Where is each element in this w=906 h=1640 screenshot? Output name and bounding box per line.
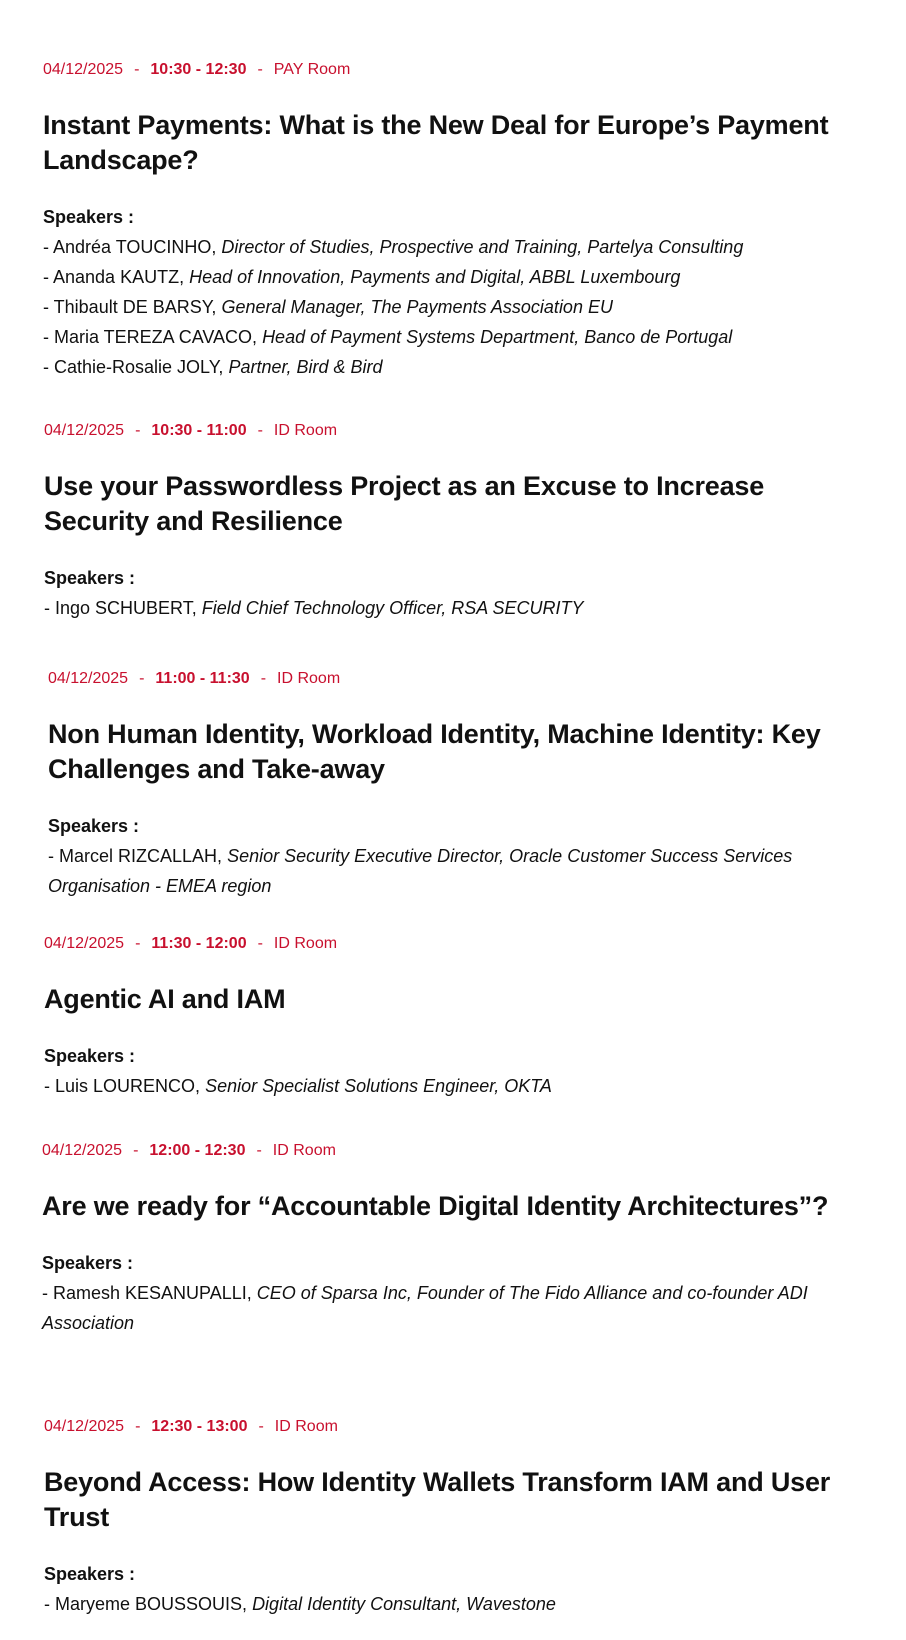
session-meta: 04/12/2025 - 11:00 - 11:30 - ID Room bbox=[48, 670, 341, 687]
speaker-item bbox=[44, 593, 864, 623]
session-room: ID Room bbox=[273, 935, 338, 952]
speakers-label: Speakers : bbox=[48, 816, 140, 836]
speakers-label: Speakers : bbox=[44, 568, 136, 588]
speaker-item bbox=[44, 1071, 864, 1101]
session-title: Are we ready for “Accountable Digital Identity Architectures”? bbox=[42, 1191, 829, 1221]
speakers-label: Speakers : bbox=[43, 207, 135, 227]
speakers-label: Speakers : bbox=[44, 1046, 136, 1066]
session-card bbox=[42, 1140, 862, 1338]
speaker-role: Field Chief Technology Officer, RSA SECURITY bbox=[201, 598, 584, 618]
speaker-role: Senior Security Executive Director, Oracle Customer Success Services Organisation - EMEA region bbox=[48, 846, 793, 896]
speaker-name: - Andréa TOUCINHO, bbox=[43, 237, 217, 257]
speaker-role: Director of Studies, Prospective and Training, Partelya Consulting bbox=[221, 237, 744, 257]
session-card bbox=[43, 59, 863, 382]
session-time: 10:30 - 12:30 bbox=[150, 61, 247, 78]
speaker-item bbox=[42, 1278, 862, 1338]
session-card bbox=[48, 668, 868, 901]
session-meta: 04/12/2025 - 12:30 - 13:00 - ID Room bbox=[44, 1418, 338, 1435]
speaker-item bbox=[43, 262, 863, 292]
speaker-name: - Maria TEREZA CAVACO, bbox=[43, 327, 258, 347]
session-meta: 04/12/2025 - 11:30 - 12:00 - ID Room bbox=[44, 935, 338, 952]
session-date: 04/12/2025 bbox=[42, 1142, 123, 1159]
session-title: Instant Payments: What is the New Deal for Europe’s Payment Landscape? bbox=[43, 110, 829, 175]
speaker-item bbox=[43, 292, 863, 322]
speaker-name: - Ananda KAUTZ, bbox=[43, 267, 185, 287]
session-date: 04/12/2025 bbox=[43, 61, 124, 78]
speaker-item bbox=[43, 232, 863, 262]
speaker-name: - Cathie-Rosalie JOLY, bbox=[43, 357, 224, 377]
speaker-role: Senior Specialist Solutions Engineer, OKTA bbox=[205, 1076, 552, 1096]
session-room: ID Room bbox=[273, 422, 338, 439]
speaker-item bbox=[48, 841, 868, 901]
speakers-label: Speakers : bbox=[44, 1564, 136, 1584]
speaker-item bbox=[43, 322, 863, 352]
session-room: ID Room bbox=[272, 1142, 336, 1159]
session-date: 04/12/2025 bbox=[48, 670, 129, 687]
session-date: 04/12/2025 bbox=[44, 422, 125, 439]
session-date: 04/12/2025 bbox=[44, 1418, 125, 1435]
speaker-name: - Ingo SCHUBERT, bbox=[44, 598, 197, 618]
session-time: 12:00 - 12:30 bbox=[149, 1142, 246, 1159]
speakers-label: Speakers : bbox=[42, 1253, 134, 1273]
speaker-item bbox=[43, 352, 863, 382]
speaker-name: - Luis LOURENCO, bbox=[44, 1076, 201, 1096]
speaker-role: General Manager, The Payments Association EU bbox=[221, 297, 613, 317]
speaker-role: Partner, Bird & Bird bbox=[228, 357, 383, 377]
session-title: Non Human Identity, Workload Identity, Machine Identity: Key Challenges and Take-away bbox=[48, 719, 821, 784]
session-time: 11:00 - 11:30 bbox=[155, 670, 250, 687]
session-meta: 04/12/2025 - 10:30 - 11:00 - ID Room bbox=[44, 422, 338, 439]
speaker-item bbox=[44, 1589, 864, 1619]
speaker-name: - Marcel RIZCALLAH, bbox=[48, 846, 223, 866]
speaker-role: CEO of Sparsa Inc, Founder of The Fido Alliance and co-founder ADI Association bbox=[42, 1283, 808, 1333]
session-card bbox=[44, 933, 864, 1101]
session-time: 10:30 - 11:00 bbox=[151, 422, 247, 439]
speaker-name: - Ramesh KESANUPALLI, bbox=[42, 1283, 252, 1303]
speaker-name: - Maryeme BOUSSOUIS, bbox=[44, 1594, 248, 1614]
session-meta: 04/12/2025 - 10:30 - 12:30 - PAY Room bbox=[43, 61, 351, 78]
session-room: ID Room bbox=[274, 1418, 338, 1435]
session-card bbox=[44, 420, 864, 623]
session-card bbox=[44, 1416, 864, 1619]
session-meta: 04/12/2025 - 12:00 - 12:30 - ID Room bbox=[42, 1142, 336, 1159]
speaker-role: Digital Identity Consultant, Wavestone bbox=[252, 1594, 556, 1614]
session-title: Beyond Access: How Identity Wallets Transform IAM and User Trust bbox=[44, 1467, 831, 1532]
session-time: 11:30 - 12:00 bbox=[151, 935, 247, 952]
session-title: Agentic AI and IAM bbox=[44, 984, 286, 1014]
session-date: 04/12/2025 bbox=[44, 935, 125, 952]
speaker-role: Head of Payment Systems Department, Banco de Portugal bbox=[262, 327, 733, 347]
session-title: Use your Passwordless Project as an Excuse to Increase Security and Resilience bbox=[44, 471, 765, 536]
speaker-name: - Thibault DE BARSY, bbox=[43, 297, 217, 317]
session-room: PAY Room bbox=[273, 61, 351, 78]
session-time: 12:30 - 13:00 bbox=[151, 1418, 248, 1435]
speaker-role: Head of Innovation, Payments and Digital, ABBL Luxembourg bbox=[189, 267, 681, 287]
session-room: ID Room bbox=[277, 670, 341, 687]
